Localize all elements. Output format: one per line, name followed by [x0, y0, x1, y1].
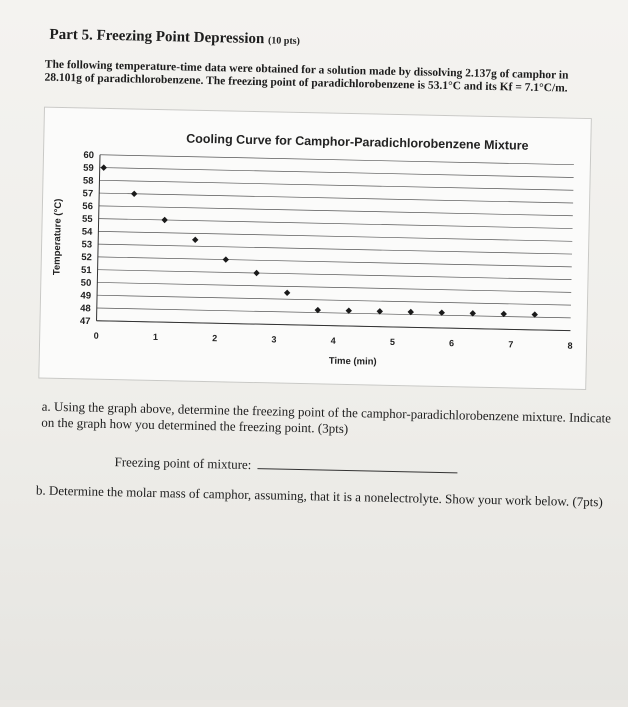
chart-title: Cooling Curve for Camphor-Paradichlorobenzene Mixture: [186, 131, 529, 153]
x-tick-label: 2: [212, 333, 218, 344]
question-b: b. Determine the molar mass of camphor, assuming, that it is a nonelectrolyte. Show your work below. (7pts): [35, 482, 603, 510]
y-tick-label: 54: [81, 226, 93, 238]
part-title: Part 5. Freezing Point Depression: [49, 26, 265, 48]
y-tick-label: 59: [83, 162, 94, 174]
data-point: [161, 217, 168, 224]
y-tick-label: 50: [80, 277, 92, 289]
data-point: [131, 191, 138, 198]
x-tick-label: 3: [271, 334, 277, 345]
y-axis-line: [97, 155, 100, 321]
grid-line: [97, 308, 571, 318]
grid-line: [99, 180, 573, 190]
data-point: [192, 237, 199, 244]
x-tick-label: 6: [449, 338, 455, 349]
y-tick-label: 51: [80, 264, 92, 277]
grid-line: [99, 193, 573, 203]
y-axis-label: Temperature (°C): [51, 198, 65, 276]
grid-line: [98, 270, 572, 280]
y-tick-label: 53: [81, 239, 93, 251]
x-axis-label: Time (min): [328, 355, 377, 368]
answer-label: Freezing point of mixture:: [114, 454, 252, 473]
x-tick-label: 0: [93, 330, 99, 341]
question-a: a. Using the graph above, determine the freezing point of the camphor-paradichlorobenzene mixture. Indicate on the graph how you determined the freezing point. (3pts): [41, 398, 612, 437]
grid-line: [98, 244, 572, 254]
x-tick-label: 1: [152, 331, 159, 343]
x-tick-label: 7: [508, 339, 514, 350]
problem-intro: The following temperature-time data were obtained for a solution made by dissolving 2.137g of camphor in 28.101g of paradichlorobenzene. The freezing point of paradichlorobenzene is 53.1°C and its Kf = 7.1°C/m.: [44, 58, 569, 95]
y-tick-label: 55: [81, 213, 93, 225]
freezing-point-answer: [114, 452, 457, 477]
grid-line: [99, 206, 573, 216]
y-tick-label: 47: [79, 315, 91, 328]
data-point: [284, 290, 291, 297]
data-point: [223, 256, 230, 263]
grid-line: [100, 168, 574, 178]
y-tick-label: 60: [83, 149, 95, 162]
y-tick-label: 56: [82, 200, 94, 213]
chart-canvas: [39, 108, 591, 389]
part-points: (10 pts): [267, 35, 301, 47]
x-tick-label: 8: [567, 340, 573, 351]
data-point: [100, 164, 107, 171]
grid-line: [97, 282, 571, 292]
grid-line: [98, 257, 572, 267]
x-tick-label: 5: [389, 336, 396, 347]
y-tick-label: 57: [82, 188, 94, 200]
grid-line: [97, 295, 571, 305]
data-point: [253, 270, 260, 277]
x-tick-label: 4: [330, 335, 336, 346]
cooling-curve-chart: [38, 107, 592, 390]
y-tick-label: 49: [80, 290, 92, 302]
y-tick-label: 48: [80, 303, 91, 315]
part-heading: [49, 27, 300, 49]
answer-blank-line[interactable]: [257, 455, 457, 473]
y-tick-label: 52: [81, 252, 92, 264]
grid-line: [98, 231, 572, 241]
grid-line: [100, 155, 574, 165]
grid-line: [99, 219, 573, 229]
y-tick-label: 58: [82, 175, 94, 187]
x-axis-line: [97, 321, 571, 331]
